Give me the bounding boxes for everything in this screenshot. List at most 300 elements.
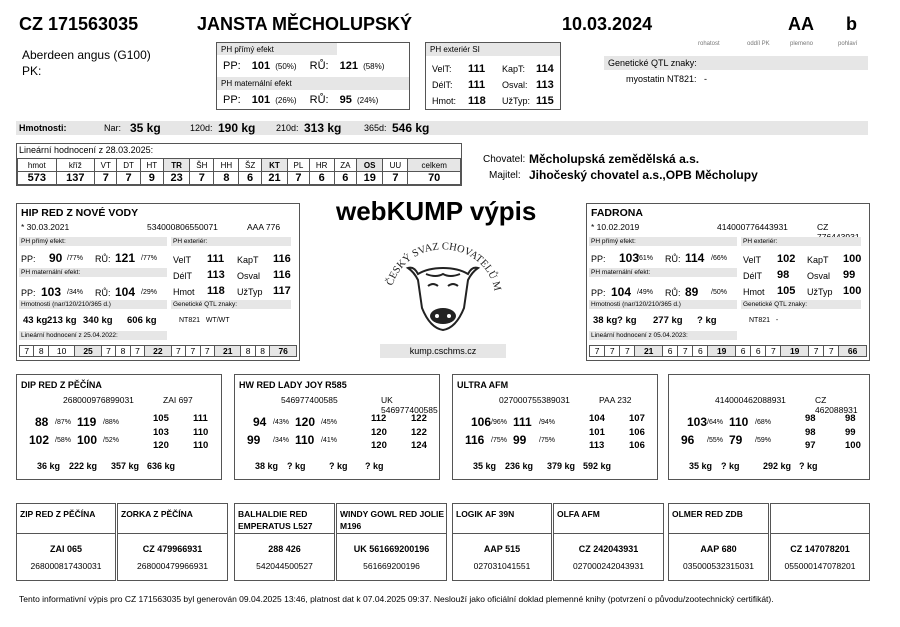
weight-value: 592 kg [583, 461, 612, 471]
great-grandparent-name: BALHALDIE RED EMPERATUS L527 [238, 509, 313, 531]
linear-value-cell: 10 [48, 346, 74, 357]
ru-mat-value: 89 [685, 285, 699, 299]
linear-value-cell: 6 [693, 346, 708, 357]
linear-value-cell: 19 [357, 172, 383, 185]
ru-value: 114 [685, 251, 705, 265]
rohatost-label: rohatost [698, 41, 720, 47]
kapt-label: KapT [807, 255, 829, 265]
uztyp-value: 117 [273, 285, 291, 297]
delt-label: DélT [173, 271, 193, 281]
linear-value-cell: 6 [663, 346, 678, 357]
sire-qtl: NT821 WT/WT [179, 317, 230, 324]
ru-mat-pct: /50% [711, 289, 727, 296]
dam-name: FADRONA [591, 207, 643, 219]
linear-value-cell: 8 [116, 346, 130, 357]
great-grandparent-code: UK 561669200196 [353, 544, 430, 554]
ru-pct: /77% [141, 255, 157, 262]
ext-value: 110 [193, 440, 209, 451]
linear-header-cell: HT [140, 159, 163, 172]
ext-value: 104 [589, 413, 605, 424]
hmot-label: Hmot [173, 287, 195, 297]
linear-header-cell: DT [117, 159, 140, 172]
ru-value: 121 [339, 60, 358, 72]
linear-box [16, 143, 462, 186]
linear-header-cell: VT [95, 159, 117, 172]
grandparent-reg: 414000462088931 [715, 395, 786, 405]
ru-value: 119 [77, 415, 97, 429]
rohatost-value: AA [788, 14, 814, 34]
ru-mat-value: 95 [339, 94, 352, 106]
linear-header-cell: PL [288, 159, 309, 172]
grandparent-code: PAA 232 [599, 395, 632, 405]
linear-value-cell: 7 [824, 346, 839, 357]
grandparent-name: ULTRA AFM [457, 380, 509, 390]
grandparent-reg: 546977400585 [281, 395, 338, 405]
sire-w-label: Hmotnosti (nar/120/210/365 d.) [19, 300, 167, 309]
linear-value-cell: 22 [145, 346, 171, 357]
uztyp-label: UžTyp [807, 287, 833, 297]
great-grandparent-name: WINDY GOWL RED JOLIE M196 [340, 509, 445, 531]
pp-pct: /96% [491, 419, 507, 426]
linear-value-cell: 7 [678, 346, 693, 357]
ru-mat-value: 99 [513, 433, 527, 447]
dam-qtl-label: Genetické QTL znaky: [741, 300, 861, 309]
ru-mat-value: 110 [295, 433, 315, 447]
sire-ext-label: PH exteriér: [171, 237, 291, 246]
pp-pct: /64% [707, 419, 723, 426]
grandparent-reg: 268000976899031 [63, 395, 134, 405]
ru-mat-pct: /52% [103, 437, 119, 444]
pp-mat-value: 99 [247, 433, 261, 447]
great-grandparent-code: 288 426 [268, 544, 301, 554]
weight-value: ? kg [329, 461, 348, 471]
kapt-label: KapT [237, 255, 259, 265]
great-grandparent-name: OLFA AFM [557, 509, 600, 519]
pp-label: PP: [591, 288, 606, 298]
velt-label: VelT [743, 255, 762, 265]
weight-value: 606 kg [127, 315, 157, 326]
weight-value: 222 kg [69, 461, 98, 471]
pp-value: 103 [619, 251, 640, 265]
linear-value-cell: 7 [288, 172, 309, 185]
ext-value: 113 [589, 440, 605, 451]
osval-value: 116 [273, 269, 291, 281]
great-grandparent-name: ZIP RED Z PĚČÍNA [20, 509, 96, 519]
uztyp-value: 100 [843, 285, 862, 297]
pp-mat-pct: /34% [67, 289, 83, 296]
great-grandparent-box [16, 503, 116, 581]
linear-value-cell: 7 [590, 346, 605, 357]
sire-reg: 534000806550071 [147, 222, 218, 232]
ru-mat-pct: /41% [321, 437, 337, 444]
linear-value-cell: 7 [605, 346, 620, 357]
ext-value: 120 [371, 427, 387, 438]
weight-value: 340 kg [83, 315, 113, 326]
great-grandparent-reg: 542044500527 [256, 561, 313, 571]
delt-label: DélT [743, 271, 763, 281]
dam-reg: 414000776443931 [717, 222, 788, 232]
linear-header-cell: kříž [56, 159, 95, 172]
pohlavi-value: b [846, 14, 857, 34]
linear-header-cell: OS [357, 159, 383, 172]
ru-mat-value: 79 [729, 433, 743, 447]
great-grandparent-code: ZAI 065 [49, 544, 82, 554]
pp-mat-pct: /75% [491, 437, 507, 444]
linear-header-cell: TR [163, 159, 189, 172]
linear-value-cell: 6 [334, 172, 356, 185]
weight-value: ? kg [287, 461, 306, 471]
pp-value: 101 [251, 60, 271, 72]
d210-label: 210d: [276, 123, 299, 133]
linear-value-cell: 6 [309, 172, 334, 185]
weight-value: 379 kg [547, 461, 576, 471]
ph-primy-box [216, 42, 410, 110]
weight-value: 36 kg [37, 461, 61, 471]
dam-qtl: NT821 - [749, 317, 779, 324]
weight-value: 43 kg [23, 315, 48, 326]
grandparent-box [234, 374, 440, 480]
ph-primy-title: PH přímý efekt [217, 43, 337, 55]
kapt-label: KapT: [502, 64, 526, 74]
ru-value: 111 [513, 415, 532, 429]
ph-mat-title: PH maternální efekt [217, 77, 409, 90]
velt-label: VelT [173, 255, 192, 265]
pohlavi-label: pohlaví [838, 41, 858, 47]
linear-value-cell: 23 [163, 172, 189, 185]
grandparent-name: HW RED LADY JOY R585 [239, 380, 347, 390]
linear-value-cell: 573 [18, 172, 57, 185]
site-url[interactable]: kump.cschms.cz [380, 344, 506, 358]
pp-label: PP: [223, 60, 241, 72]
osval-label: Osval [807, 271, 831, 281]
uztyp-value: 115 [536, 95, 554, 107]
ru-mat-pct: (24%) [356, 96, 379, 105]
great-grandparent-box [452, 503, 552, 581]
pp-value: 106 [471, 415, 492, 429]
ru-mat-pct: /59% [755, 437, 771, 444]
hmot-value: 118 [468, 95, 486, 107]
linear-value-cell: 7 [766, 346, 781, 357]
grandparent-name: DIP RED Z PĚČÍNA [21, 380, 102, 390]
footer-disclaimer: Tento informativní výpis pro CZ 171563035 byl generován 09.04.2025 13:46, platnost dat k 07.04.2025 09:37. Neslouží jako oficiální doklad plemenné knihy (potvrzení o původu/zootechnický certifikát). [19, 594, 774, 604]
velt-value: 111 [207, 253, 225, 265]
ru-pct: /94% [539, 419, 555, 426]
ext-value: 98 [805, 427, 816, 438]
chovatel-label: Chovatel: [483, 154, 526, 165]
ru-value: 120 [295, 415, 316, 429]
ext-value: 120 [371, 440, 387, 451]
pp-mat-value: 101 [251, 94, 271, 106]
weight-value: 38 kg [593, 315, 618, 326]
ph-ext-box [425, 42, 561, 110]
great-grandparent-box [117, 503, 228, 581]
linear-value-cell: 7 [101, 346, 115, 357]
linear-value-cell: 7 [95, 172, 117, 185]
pp-value: 94 [253, 415, 267, 429]
animal-birth-date: 10.03.2024 [562, 14, 653, 34]
linear-value-cell: 7 [20, 346, 34, 357]
dam-dob: * 10.02.2019 [591, 222, 640, 232]
ru-label: RŮ: [309, 94, 329, 106]
sire-name: HIP RED Z NOVÉ VODY [21, 207, 139, 219]
pp-mat-value: 104 [611, 285, 632, 299]
ext-value: 98 [845, 413, 856, 424]
breed: Aberdeen angus (G100) [22, 48, 151, 62]
weight-value: 38 kg [255, 461, 279, 471]
animal-name: JANSTA MĚCHOLUPSKÝ [197, 14, 413, 34]
dam-linear-table [589, 345, 867, 357]
ext-value: 110 [193, 427, 209, 438]
bull-logo-icon [378, 228, 508, 338]
pp-mat-pct: /55% [707, 437, 723, 444]
linear-header-cell: ŠZ [239, 159, 261, 172]
myostatin-label: myostatin NT821: [626, 74, 697, 84]
nar-label: Nar: [104, 123, 122, 133]
dam-ext-label: PH exteriér: [741, 237, 861, 246]
ext-value: 112 [371, 413, 387, 424]
ph-ext-title: PH exteriér SI [426, 43, 560, 56]
pp-label: PP: [21, 288, 36, 298]
pp-mat-value: 103 [41, 285, 62, 299]
ru-label: RŮ: [95, 254, 111, 264]
ru-mat-value: 100 [77, 433, 98, 447]
great-grandparent-name: OLMER RED ZDB [672, 509, 743, 519]
sire-qtl-label: Genetické QTL znaky: [171, 300, 291, 309]
linear-header-cell: UU [383, 159, 408, 172]
pp-pct: /77% [67, 255, 83, 262]
ext-value: 101 [589, 427, 605, 438]
center-title: webKUMP výpis [336, 196, 537, 226]
grandparent-box [452, 374, 658, 480]
linear-value-cell: 7 [130, 346, 144, 357]
great-grandparent-reg: 268000479966931 [137, 561, 208, 571]
linear-header-cell: ŠH [190, 159, 214, 172]
kapt-value: 116 [273, 253, 291, 265]
dam-lin-label: Lineární hodnocení z 05.04.2023: [589, 331, 737, 340]
pp-mat-pct: /58% [55, 437, 71, 444]
great-grandparent-code: CZ 147078201 [790, 544, 850, 554]
d365-label: 365d: [364, 123, 387, 133]
great-grandparent-name: ZORKA Z PĚČÍNA [121, 509, 193, 519]
linear-table [17, 158, 461, 185]
d120-label: 120d: [190, 123, 213, 133]
ru-value: 110 [729, 415, 749, 429]
sire-dob: * 30.03.2021 [21, 222, 70, 232]
ru-label: RŮ: [95, 288, 111, 298]
ru-mat-pct: /29% [141, 289, 157, 296]
linear-value-cell: 7 [190, 172, 214, 185]
linear-value-cell: 8 [34, 346, 48, 357]
dam-mat-label: PH maternální efekt: [589, 268, 737, 277]
sire-code: AAA 776 [247, 222, 281, 232]
animal-id: CZ 171563035 [19, 14, 139, 34]
linear-header-cell: KT [261, 159, 287, 172]
linear-value-cell: 21 [635, 346, 663, 357]
sire-primy-label: PH přímý efekt: [19, 237, 167, 246]
delt-value: 111 [468, 79, 486, 91]
sire-mat-label: PH maternální efekt: [19, 268, 167, 277]
great-grandparent-box [770, 503, 870, 581]
delt-value: 113 [207, 269, 225, 281]
linear-value-cell: 8 [241, 346, 255, 357]
ru-pct: /45% [321, 419, 337, 426]
ru-pct: (58%) [363, 62, 385, 71]
pp-mat-value: 116 [465, 433, 485, 447]
linear-value-cell: 7 [117, 172, 140, 185]
ext-value: 122 [411, 427, 427, 438]
plemeno-label: plemeno [790, 41, 814, 47]
great-grandparent-code: AAP 515 [483, 544, 521, 554]
delt-label: DélT: [432, 80, 453, 90]
great-grandparent-reg: 055000147078201 [784, 561, 856, 571]
osval-value: 113 [536, 79, 554, 91]
linear-value-cell: 9 [140, 172, 163, 185]
ext-value: 106 [629, 427, 645, 438]
linear-value-cell: 6 [239, 172, 261, 185]
logo [378, 228, 508, 338]
dam-w-label: Hmotnosti (nar/120/210/365 d.) [589, 300, 737, 309]
linear-value-cell: 8 [255, 346, 269, 357]
linear-header-cell: HH [214, 159, 239, 172]
hmot-value: 118 [207, 285, 225, 297]
hmot-label: Hmot: [432, 96, 457, 106]
pp-pct: /43% [273, 419, 289, 426]
sire-linear-table [19, 345, 297, 357]
ru-mat-value: 104 [115, 285, 136, 299]
great-grandparent-reg: 561669200196 [363, 561, 420, 571]
weight-value: ? kg [617, 315, 637, 326]
velt-value: 102 [777, 253, 796, 265]
great-grandparent-header [771, 504, 869, 534]
d365-value: 546 kg [392, 121, 430, 135]
grandparent-code: ZAI 697 [163, 395, 193, 405]
linear-value-cell: 6 [751, 346, 766, 357]
weight-value: 35 kg [689, 461, 713, 471]
linear-value-cell: 21 [261, 172, 287, 185]
ru-value: 121 [115, 251, 136, 265]
logo-text: ČESKÝ SVAZ CHOVATELŮ M [384, 241, 503, 293]
sire-box [16, 203, 300, 361]
great-grandparent-box [336, 503, 447, 581]
dam-code: CZ [817, 222, 829, 232]
pp-label: PP: [21, 254, 36, 264]
great-grandparent-name: LOGIK AF 39N [456, 509, 515, 519]
uztyp-label: UžTyp [237, 287, 263, 297]
pk-label: PK: [22, 64, 42, 78]
linear-value-cell: 21 [215, 346, 241, 357]
ru-mat-pct: /75% [539, 437, 555, 444]
linear-header-cell: HR [309, 159, 334, 172]
pp-mat-pct: /34% [273, 437, 289, 444]
linear-value-cell: 8 [214, 172, 239, 185]
dam-primy-label: PH přímý efekt: [589, 237, 737, 246]
ext-value: 120 [153, 440, 169, 451]
pp-mat-pct: /49% [637, 289, 653, 296]
weight-value: ? kg [365, 461, 384, 471]
sire-lin-label: Lineární hodnocení z 25.04.2022: [19, 331, 167, 340]
linear-value-cell: 137 [56, 172, 95, 185]
d120-value: 190 kg [218, 121, 256, 135]
majitel-value: Jihočeský chovatel a.s.,OPB Měcholupy [529, 168, 758, 182]
ru-pct: /68% [755, 419, 771, 426]
ru-label: RŮ: [665, 254, 681, 264]
majitel-label: Majitel: [489, 170, 521, 181]
myostatin-value: - [704, 74, 707, 84]
grandparent-box [668, 374, 870, 480]
ext-value: 103 [153, 427, 169, 438]
linear-value-cell: 6 [736, 346, 751, 357]
great-grandparent-code: AAP 680 [700, 544, 737, 554]
pp-mat-value: 102 [29, 433, 50, 447]
hmot-label: Hmot [743, 287, 765, 297]
ext-value: 122 [411, 413, 427, 424]
weight-value: ? kg [697, 315, 717, 326]
ru-pct: /66% [711, 255, 727, 262]
delt-value: 98 [777, 269, 790, 281]
osval-label: Osval: [502, 80, 528, 90]
pp-label: PP: [223, 94, 241, 106]
linear-value-cell: 7 [200, 346, 214, 357]
ext-value: 100 [845, 440, 861, 451]
nar-value: 35 kg [130, 121, 161, 135]
oddil-label: oddíl PK [747, 41, 770, 47]
uztyp-label: UžTyp: [502, 96, 531, 106]
ext-value: 111 [193, 413, 208, 424]
linear-value-cell: 7 [186, 346, 200, 357]
ext-value: 124 [411, 440, 427, 451]
linear-value-cell: 7 [171, 346, 185, 357]
velt-value: 111 [468, 63, 486, 75]
d210-value: 313 kg [304, 121, 342, 135]
velt-label: VelT: [432, 64, 452, 74]
linear-value-cell: 7 [809, 346, 824, 357]
great-grandparent-reg: 027031041551 [473, 561, 531, 571]
hmot-value: 105 [777, 285, 796, 297]
weight-value: 277 kg [653, 315, 683, 326]
pp-pct: (50%) [275, 62, 297, 71]
linear-value-cell: 25 [75, 346, 101, 357]
great-grandparent-reg: 035000532315031 [683, 561, 754, 571]
weight-value: 357 kg [111, 461, 140, 471]
weight-value: ? kg [799, 461, 818, 471]
pp-pct: /61% [637, 255, 653, 262]
pp-mat-value: 96 [681, 433, 695, 447]
dam-box [586, 203, 870, 361]
osval-value: 99 [843, 269, 856, 281]
linear-value-cell: 76 [270, 346, 297, 357]
ext-value: 106 [629, 440, 645, 451]
linear-value-cell: 7 [620, 346, 635, 357]
ru-label: RŮ: [309, 60, 329, 72]
pp-value: 103 [687, 415, 708, 429]
grandparent-reg: 027000755389031 [499, 395, 570, 405]
ext-value: 107 [629, 413, 645, 424]
ext-value: 99 [845, 427, 856, 438]
linear-title: Lineární hodnocení z 28.03.2025: [19, 145, 154, 155]
grandparent-box [16, 374, 222, 480]
qtl-title: Genetické QTL znaky: [604, 56, 868, 70]
linear-value-cell: 19 [781, 346, 809, 357]
pp-value: 88 [35, 415, 49, 429]
weight-value: 35 kg [473, 461, 497, 471]
ext-value: 98 [805, 413, 816, 424]
pp-mat-pct: (26%) [275, 96, 297, 105]
weight-value: 213 kg [47, 315, 77, 326]
pp-label: PP: [591, 254, 606, 264]
ru-pct: /88% [103, 419, 119, 426]
kapt-value: 114 [536, 63, 554, 75]
great-grandparent-reg: 027000242043931 [573, 561, 644, 571]
